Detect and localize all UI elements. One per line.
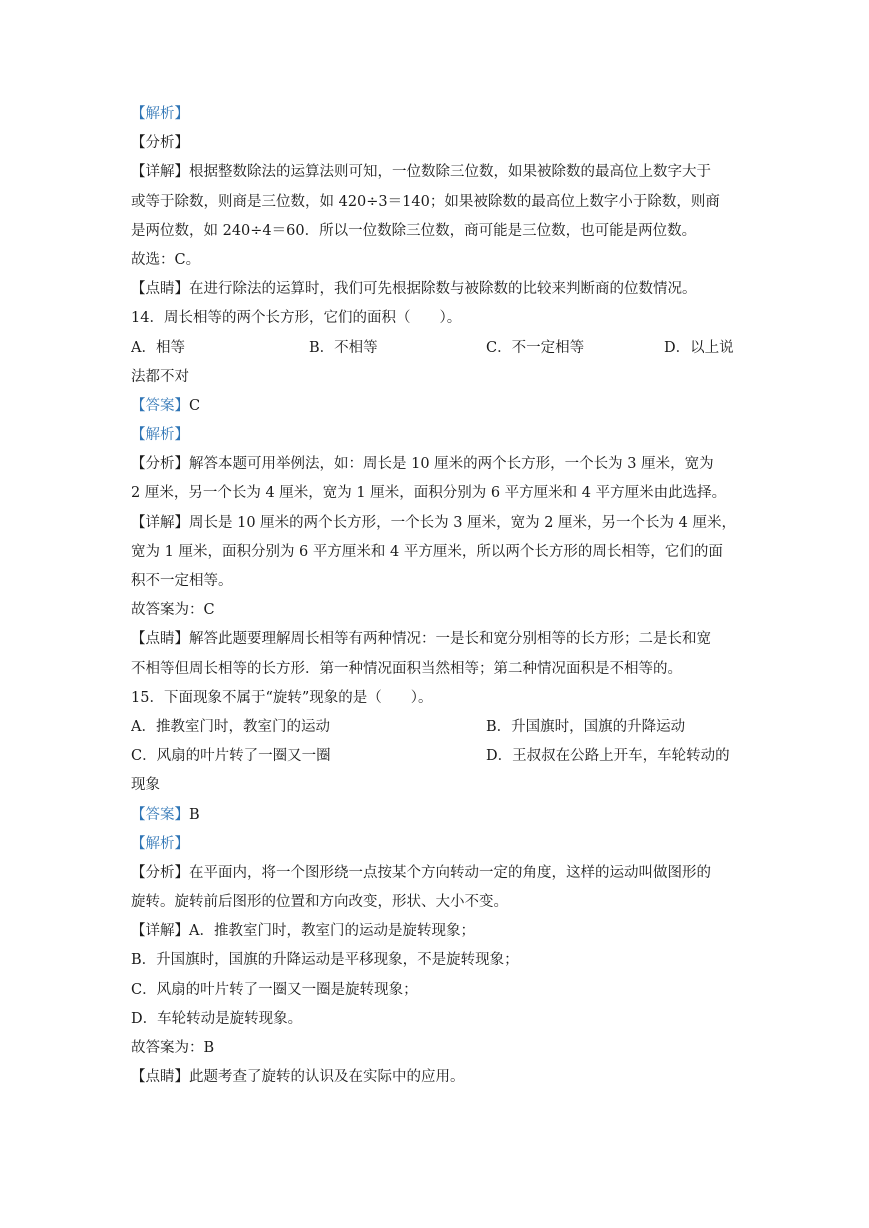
q15-question: 15．下面现象不属于“旋转”现象的是（ ）。: [131, 689, 433, 706]
q15-xiangjie-d: D．车轮转动是旋转现象。: [131, 1010, 303, 1027]
q15-xiangjie-b: B．升国旗时，国旗的升降运动是平移现象，不是旋转现象；: [131, 952, 519, 969]
q14-option-b: B．不相等: [309, 339, 378, 356]
q13-jiexi-heading: 【解析】: [131, 106, 189, 122]
q14-xiangjie-line-3: 积不一定相等。: [131, 573, 233, 589]
q14-dianjing-line-1: 【点睛】解答此题要理解周长相等有两种情况：一是长和宽分别相等的长方形；二是长和宽: [131, 631, 711, 648]
q15-answer: [131, 801, 736, 830]
q15-fenxi-line-2: 旋转。旋转前后图形的位置和方向改变，形状、大小不变。: [131, 894, 508, 911]
q14-options: [131, 334, 736, 363]
q15-option-a: A．推教室门时，教室门的运动: [131, 718, 330, 735]
q14-xiangjie-line-2: 宽为 1 厘米，面积分别为 6 平方厘米和 4 平方厘米，所以两个长方形的周长相等，它们的面: [131, 543, 723, 560]
q15-fenxi-line-1: 【分析】在平面内，将一个图形绕一点按某个方向转动一定的角度，这样的运动叫做图形的: [131, 864, 711, 881]
q14-option-c: C．不一定相等: [486, 339, 585, 356]
q15-option-d-continued: 现象: [131, 777, 160, 794]
q14-conclusion: 故答案为：C: [131, 602, 215, 619]
q14-jiexi-heading: 【解析】: [131, 427, 189, 444]
q13-dianjing: 【点睛】在进行除法的运算时，我们可先根据除数与被除数的比较来判断商的位数情况。: [131, 281, 697, 298]
q15-options-row-1: [131, 713, 736, 742]
q15-option-c: C．风扇的叶片转了一圈又一圈: [131, 748, 331, 765]
q14-answer-value: C: [189, 397, 201, 414]
q15-xiangjie-c: C．风扇的叶片转了一圈又一圈是旋转现象；: [131, 981, 418, 998]
q14-answer: [131, 392, 736, 421]
q14-dianjing-line-2: 不相等但周长相等的长方形．第一种情况面积当然相等；第二种情况面积是不相等的。: [131, 660, 682, 677]
q15-option-b: B．升国旗时，国旗的升降运动: [486, 718, 686, 735]
q14-option-d-continued: 法都不对: [131, 368, 189, 385]
q13-fenxi-heading: 【分析】: [131, 135, 189, 152]
q14-fenxi-line-2: 2 厘米，另一个长为 4 厘米，宽为 1 厘米，面积分别为 6 平方厘米和 4 平方厘米由此选择。: [131, 485, 727, 502]
q14-fenxi-line-1: 【分析】解答本题可用举例法，如：周长是 10 厘米的两个长方形，一个长为 3 厘米，宽为: [131, 456, 714, 473]
q13-xiangjie-line-3: 是两位数，如 240÷4＝60．所以一位数除三位数，商可能是三位数，也可能是两位数。: [131, 222, 697, 239]
q14-option-a: A．相等: [131, 339, 185, 356]
document-page: [131, 100, 736, 1092]
q15-conclusion: 故答案为：B: [131, 1040, 215, 1056]
q15-dianjing: 【点睛】此题考查了旋转的认识及在实际中的应用。: [131, 1069, 465, 1086]
q13-xiangjie-line-2: 或等于除数，则商是三位数，如 420÷3＝140；如果被除数的最高位上数字小于除数，则商: [131, 193, 720, 210]
q15-jiexi-heading: 【解析】: [131, 835, 189, 852]
q14-option-d: D．以上说: [664, 339, 734, 356]
q15-answer-value: B: [189, 806, 200, 823]
q14-xiangjie-line-1: 【详解】周长是 10 厘米的两个长方形，一个长为 3 厘米，宽为 2 厘米，另一个长为 4 厘米，: [131, 514, 736, 531]
q13-xiangjie-line-1: 【详解】根据整数除法的运算法则可知，一位数除三位数，如果被除数的最高位上数字大于: [131, 164, 711, 181]
q13-conclusion: 故选：C。: [131, 251, 201, 268]
q15-option-d: D．王叔叔在公路上开车，车轮转动的: [486, 748, 730, 765]
q15-xiangjie-a: 【详解】A．推教室门时，教室门的运动是旋转现象；: [131, 923, 475, 940]
q14-answer-tag: 【答案】: [131, 397, 189, 414]
q14-question: 14．周长相等的两个长方形，它们的面积（ ）。: [131, 310, 462, 327]
q15-answer-tag: 【答案】: [131, 806, 189, 823]
q15-options-row-2: [131, 742, 736, 771]
